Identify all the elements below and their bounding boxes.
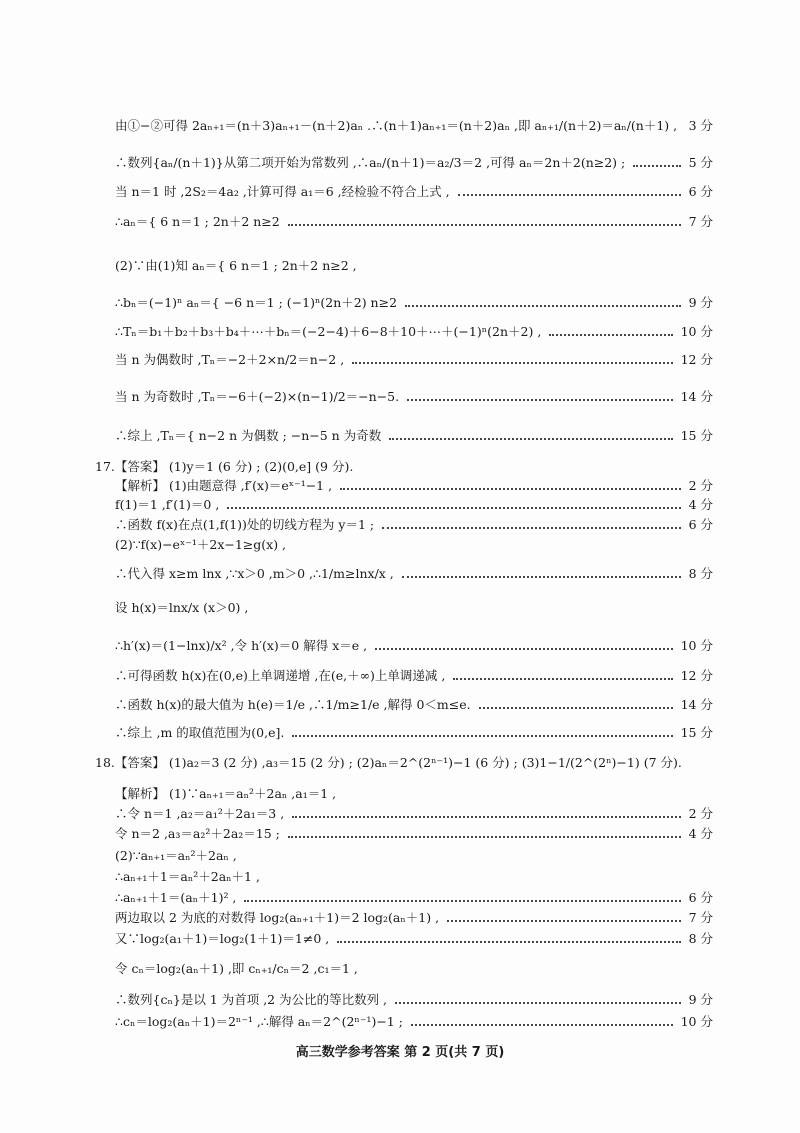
line-score: 12 分 bbox=[680, 668, 713, 683]
dotted-leader bbox=[382, 527, 681, 529]
dotted-leader bbox=[633, 165, 681, 167]
line-text: f(1)＝1 ,f′(1)＝0 , bbox=[115, 497, 220, 512]
line-text: ∴综上 ,Tₙ＝{ n−2 n 为偶数 ; −n−5 n 为奇数 bbox=[115, 428, 382, 443]
dotted-leader bbox=[375, 648, 673, 650]
line-text: 17.【答案】 (1)y＝1 (6 分) ; (2)(0,e] (9 分). bbox=[95, 459, 354, 474]
line-text: 当 n＝1 时 ,2S₂＝4a₂ ,计算可得 a₁＝6 ,经检验不符合上式 , bbox=[115, 184, 450, 199]
dotted-leader bbox=[244, 900, 681, 902]
line-text: ∴综上 ,m 的取值范围为(0,e]. bbox=[115, 725, 285, 740]
line-text: (2)∵由(1)知 aₙ＝{ 6 n＝1 ; 2n＋2 n≥2 , bbox=[115, 258, 357, 273]
line-text: (2)∵f(x)−eˣ⁻¹＋2x−1≥g(x) , bbox=[115, 537, 287, 552]
line-score: 4 分 bbox=[688, 497, 713, 512]
line-score: 15 分 bbox=[680, 428, 713, 443]
line-text: 两边取以 2 为底的对数得 log₂(aₙ₊₁＋1)＝2 log₂(aₙ＋1) , bbox=[115, 910, 440, 925]
dotted-leader bbox=[292, 816, 681, 818]
dotted-leader bbox=[458, 194, 681, 196]
line-text: 又∵log₂(a₁＋1)＝log₂(1＋1)＝1≠0 , bbox=[115, 931, 330, 946]
line-score: 2 分 bbox=[688, 806, 713, 821]
line-score: 6 分 bbox=[688, 517, 713, 532]
line-score: 9 分 bbox=[688, 295, 713, 310]
line-text: (2)∵aₙ₊₁＝aₙ²＋2aₙ , bbox=[115, 848, 237, 863]
line-text: ∴数列{aₙ/(n＋1)}从第二项开始为常数列 ,∴aₙ/(n＋1)＝a₂/3＝2 ,可得 aₙ＝2n＋2(n≥2) ; bbox=[115, 155, 626, 170]
line-score: 7 分 bbox=[688, 214, 713, 229]
line-score: 6 分 bbox=[688, 890, 713, 905]
line-score: 8 分 bbox=[688, 931, 713, 946]
line-score: 2 分 bbox=[688, 478, 713, 493]
dotted-leader bbox=[411, 1024, 673, 1026]
line-text: ∴aₙ＝{ 6 n＝1 ; 2n＋2 n≥2 bbox=[115, 214, 280, 229]
line-text: 令 cₙ＝log₂(aₙ＋1) ,即 cₙ₊₁/cₙ＝2 ,c₁＝1 , bbox=[115, 961, 358, 976]
dotted-leader bbox=[405, 305, 681, 307]
line-text: ∴Tₙ＝b₁＋b₂＋b₃＋b₄＋⋯＋bₙ＝(−2−4)＋6−8＋10＋⋯＋(−1)ⁿ(2n＋2) , bbox=[115, 324, 542, 339]
line-text: ∴bₙ＝(−1)ⁿ aₙ＝{ −6 n＝1 ; (−1)ⁿ(2n＋2) n≥2 bbox=[115, 295, 398, 310]
line-text: ∴aₙ₊₁＋1＝aₙ²＋2aₙ＋1 , bbox=[115, 869, 260, 884]
line-score: 15 分 bbox=[680, 725, 713, 740]
dotted-leader bbox=[407, 399, 673, 401]
line-text: ∴数列{cₙ}是以 1 为首项 ,2 为公比的等比数列 , bbox=[115, 992, 388, 1007]
dotted-leader bbox=[549, 334, 673, 336]
line-score: 10 分 bbox=[680, 638, 713, 653]
line-score: 14 分 bbox=[680, 697, 713, 712]
line-text: ∴可得函数 h(x)在(0,e)上单调递增 ,在(e,＋∞)上单调递减 , bbox=[115, 668, 446, 683]
dotted-leader bbox=[288, 224, 681, 226]
dotted-leader bbox=[402, 576, 681, 578]
dotted-leader bbox=[389, 438, 673, 440]
line-score: 10 分 bbox=[680, 324, 713, 339]
line-text: 18.【答案】 (1)a₂＝3 (2 分) ,a₃＝15 (2 分) ; (2)aₙ＝2^(2ⁿ⁻¹)−1 (6 分) ; (3)1−1/(2^(2ⁿ)−1) (7 分). bbox=[95, 755, 682, 770]
line-score: 3 分 bbox=[688, 118, 713, 133]
line-text: ∴aₙ₊₁＋1＝(aₙ＋1)² , bbox=[115, 890, 237, 905]
line-score: 9 分 bbox=[688, 992, 713, 1007]
line-text: 由①−②可得 2aₙ₊₁＝(n＋3)aₙ₊₁－(n＋2)aₙ .∴(n＋1)aₙ₊₁＝(n＋2)aₙ ,即 aₙ₊₁/(n＋2)＝aₙ/(n＋1) , bbox=[115, 118, 678, 133]
dotted-leader bbox=[395, 1002, 681, 1004]
line-score: 7 分 bbox=[688, 910, 713, 925]
line-text: ∴cₙ＝log₂(aₙ＋1)＝2ⁿ⁻¹ ,∴解得 aₙ＝2^(2ⁿ⁻¹)−1 ; bbox=[115, 1014, 403, 1029]
dotted-leader bbox=[447, 920, 681, 922]
line-score: 12 分 bbox=[680, 352, 713, 367]
line-score: 10 分 bbox=[680, 1014, 713, 1029]
line-text: 【解析】 (1)∵aₙ₊₁＝aₙ²＋2aₙ ,a₁＝1 , bbox=[115, 786, 337, 801]
line-score: 5 分 bbox=[688, 155, 713, 170]
line-text: ∴令 n＝1 ,a₂＝a₁²＋2a₁＝3 , bbox=[115, 806, 285, 821]
page-footer: 高三数学参考答案 第 2 页(共 7 页) bbox=[295, 1045, 505, 1060]
dotted-leader bbox=[337, 941, 681, 943]
dotted-leader bbox=[227, 507, 681, 509]
dotted-leader bbox=[288, 836, 681, 838]
line-score: 4 分 bbox=[688, 826, 713, 841]
line-text: 当 n 为偶数时 ,Tₙ＝−2＋2×n/2＝n−2 , bbox=[115, 352, 345, 367]
line-score: 8 分 bbox=[688, 566, 713, 581]
dotted-leader bbox=[292, 735, 673, 737]
line-score: 6 分 bbox=[688, 184, 713, 199]
dotted-leader bbox=[479, 707, 673, 709]
dotted-leader bbox=[352, 362, 673, 364]
line-text: 当 n 为奇数时 ,Tₙ＝−6＋(−2)×(n−1)/2＝−n−5. bbox=[115, 389, 400, 404]
line-text: ∴函数 h(x)的最大值为 h(e)＝1/e ,∴1/m≥1/e ,解得 0＜m≤e. bbox=[115, 697, 471, 712]
dotted-leader bbox=[453, 678, 673, 680]
line-text: ∴h′(x)＝(1−lnx)/x² ,令 h′(x)＝0 解得 x＝e , bbox=[115, 638, 368, 653]
dotted-leader bbox=[340, 488, 681, 490]
line-text: ∴代入得 x≥m lnx ,∵x＞0 ,m＞0 ,∴1/m≥lnx/x , bbox=[115, 566, 394, 581]
line-text: 令 n＝2 ,a₃＝a₂²＋2a₂＝15 ; bbox=[115, 826, 280, 841]
line-text: 设 h(x)＝lnx/x (x＞0) , bbox=[115, 600, 249, 615]
line-text: ∴函数 f(x)在点(1,f(1))处的切线方程为 y＝1 ; bbox=[115, 517, 375, 532]
line-score: 14 分 bbox=[680, 389, 713, 404]
line-text: 【解析】 (1)由题意得 ,f′(x)＝eˣ⁻¹−1 , bbox=[115, 478, 333, 493]
